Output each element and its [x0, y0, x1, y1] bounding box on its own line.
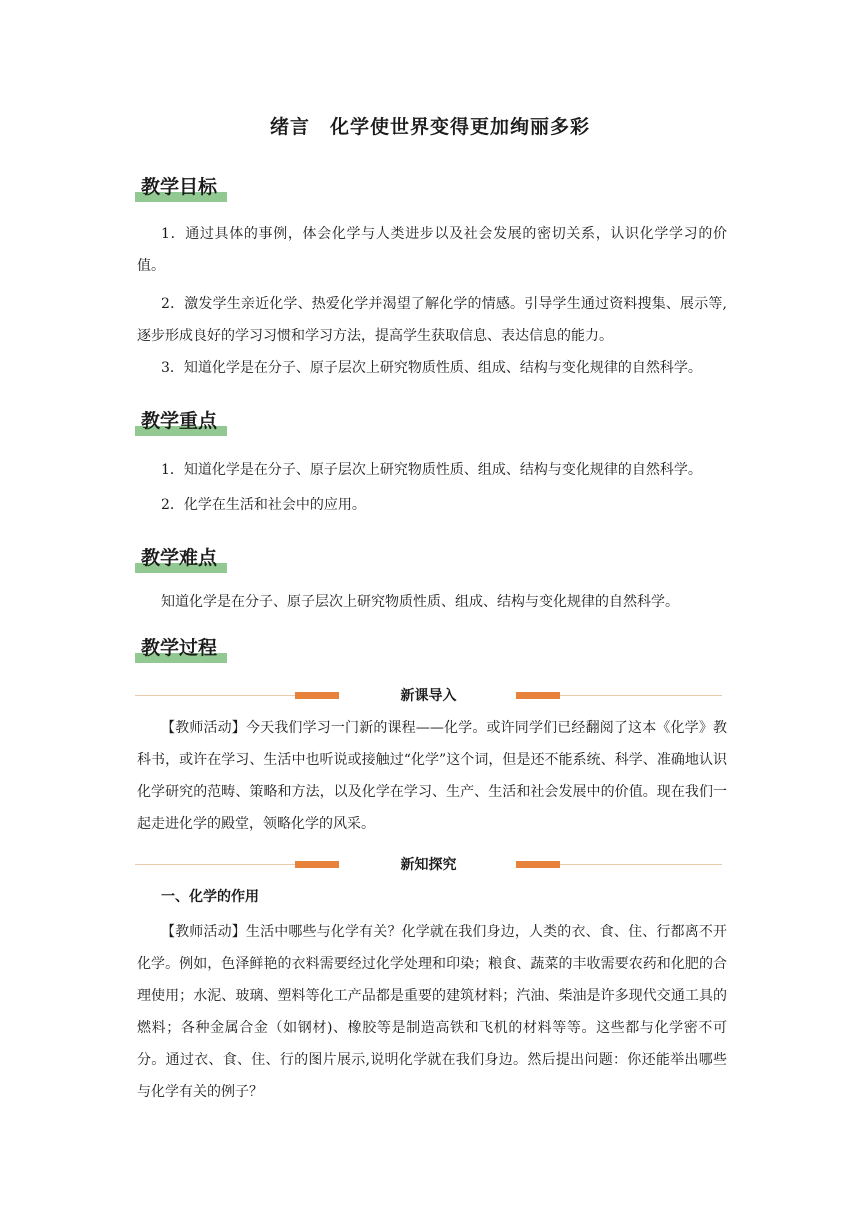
key-point-item-2: 2．化学在生活和社会中的应用。 [161, 497, 366, 513]
intro-paragraph: 【教师活动】今天我们学习一门新的课程——化学。或许同学们已经翻阅了这本《化学》教科书，或许在学习、生活中也听说或接触过“化学”这个词，但是还不能系统、科学、准确地认识化学研究的范畴、策略和方法，以及化学在学习、生产、生活和社会发展中的价值。现在我们一起走进化学的殿堂，领略化学的风采。 [137, 720, 727, 832]
divider-new-knowledge [135, 855, 722, 875]
section-heading-label: 教学过程 [141, 637, 218, 659]
objective-item-3: 3．知道化学是在分子、原子层次上研究物质性质、组成、结构与变化规律的自然科学。 [161, 360, 702, 376]
subheading-chemistry-role: 一、化学的作用 [161, 889, 259, 905]
divider-new-lesson-intro [135, 686, 722, 706]
objective-item-2: 2．激发学生亲近化学、热爱化学并渴望了解化学的情感。引导学生通过资料搜集、展示等,逐步形成良好的学习习惯和学习方法，提高学生获取信息、表达信息的能力。 [137, 296, 727, 344]
divider-label: 新知探究 [400, 857, 457, 873]
divider-label: 新课导入 [400, 688, 457, 704]
section-heading-label: 教学重点 [141, 410, 218, 432]
objective-item-1: 1．通过具体的事例，体会化学与人类进步以及社会发展的密切关系，认识化学学习的价值。 [137, 226, 727, 274]
section-heading-label: 教学难点 [141, 547, 218, 569]
difficulty-text: 知道化学是在分子、原子层次上研究物质性质、组成、结构与变化规律的自然科学。 [161, 594, 679, 610]
key-point-item-1: 1．知道化学是在分子、原子层次上研究物质性质、组成、结构与变化规律的自然科学。 [161, 462, 702, 478]
explore-paragraph: 【教师活动】生活中哪些与化学有关？化学就在我们身边，人类的衣、食、住、行都离不开化学。例如，色泽鲜艳的衣料需要经过化学处理和印染；粮食、蔬菜的丰收需要农药和化肥的合理使用；水泥、玻璃、塑料等化工产品都是重要的建筑材料；汽油、柴油是许多现代交通工具的燃料；各种金属合金（如钢材)、橡胶等是制造高铁和飞机的材料等等。这些都与化学密不可分。通过衣、食、住、行的图片展示,说明化学就在我们身边。然后提出问题：你还能举出哪些与化学有关的例子？ [137, 924, 727, 1100]
section-heading-label: 教学目标 [141, 176, 218, 198]
document-title: 绪言 化学使世界变得更加绚丽多彩 [269, 116, 590, 138]
